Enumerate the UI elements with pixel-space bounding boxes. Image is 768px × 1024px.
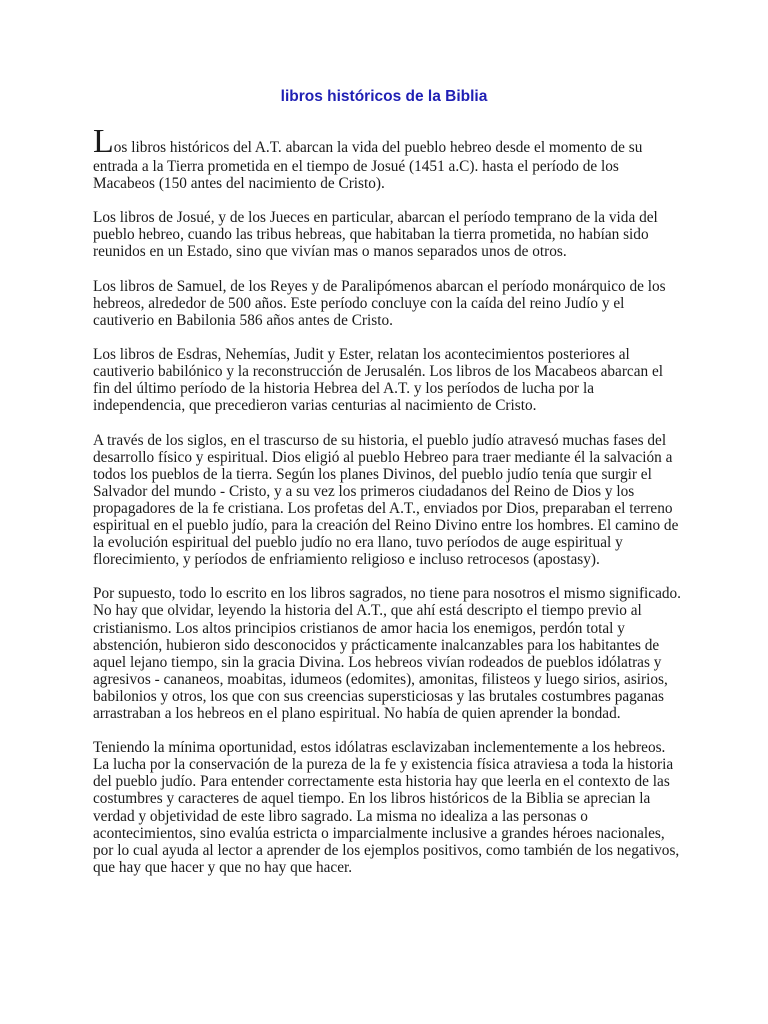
paragraph-significado: Por supuesto, todo lo escrito en los libros sagrados, no tiene para nosotros el mismo significado. No hay que olvidar, leyendo la historia del A.T., que ahí está descripto el tiempo previo al cristianismo. Los altos principios cristianos de amor hacia los enemigos, perdón total y abstención, hubieron sido desconocidos y prácticamente inalcanzables para los habitantes de aquel lejano tiempo, sin la gracia Divina. Los hebreos vivían rodeados de pueblos idólatras y agresivos - cananeos, moabitas, idumeos (edomites), amonitas, filisteos y luego sirios, asirios, babilonios y otros, los que con sus creencias supersticiosas y las brutales costumbres paganas arrastraban a los hebreos en el plano espiritual. No había de quien aprender la bondad. (93, 585, 681, 722)
paragraph-esdras-macabeos: Los libros de Esdras, Nehemías, Judit y Ester, relatan los acontecimientos posteriores al cautiverio babilónico y la reconstrucción de Jerusalén. Los libros de los Macabeos abarcan el fin del último período de la historia Hebrea del A.T. y los períodos de lucha por la independencia, que precedieron varias centurias al nacimiento de Cristo. (93, 346, 664, 415)
intro-paragraph (93, 123, 683, 193)
intro-first-line (93, 123, 683, 160)
paragraph-josue-jueces: Los libros de Josué, y de los Jueces en particular, abarcan el período temprano de la vida del pueblo hebreo, cuando las tribus hebreas, que habitaban la tierra prometida, no habían sido reunidos en un Estado, sino que vivían mas o manos separados unos de otros. (93, 209, 658, 261)
intro-paragraph-text: entrada a la Tierra prometida en el tiempo de Josué (1451 a.C). hasta el período de los Macabeos (150 antes del nacimiento de Cristo). (93, 158, 619, 193)
intro-first-line-text: os libros históricos del A.T. abarcan la vida del pueblo hebreo desde el momento de su (113, 139, 643, 156)
drop-cap: L (93, 123, 114, 160)
paragraph-samuel-reyes: Los libros de Samuel, de los Reyes y de Paralipómenos abarcan el período monárquico de los hebreos, alrededor de 500 años. Este período concluye con la caída del reino Judío y el cautiverio en Babilonia 586 años antes de Cristo. (93, 277, 666, 329)
paragraph-idolatras: Teniendo la mínima oportunidad, estos idólatras esclavizaban inclementemente a los hebreos. La lucha por la conservación de la pureza de la fe y existencia física atraviesa a toda la historia del pueblo judío. Para entender correctamente esta historia hay que leerla en el contexto de las costumbres y caracteres de aquel tiempo. En los libros históricos de la Biblia se aprecian la verdad y objetividad de este libro sagrado. La misma no idealiza a las personas o acontecimientos, sino evalúa estricta o imparcialmente inclusive a grandes héroes nacionales, por lo cual ayuda al lector a aprender de los ejemplos positivos, como también de los negativos, que hay que hacer y que no hay que hacer. (93, 739, 680, 876)
document-body (93, 123, 683, 893)
paragraph-historia-espiritual: A través de los siglos, en el trascurso de su historia, el pueblo judío atravesó muchas fases del desarrollo físico y espiritual. Dios eligió al pueblo Hebreo para traer mediante él la salvación a todos los pueblos de la tierra. Según los planes Divinos, del pueblo judío tenía que surgir el Salvador del mundo - Cristo, y a su vez los primeros ciudadanos del Reino de Dios y los propagadores de la fe cristiana. Los profetas del A.T., enviados por Dios, preparaban el terreno espiritual en el pueblo judío, para la creación del Reino Divino entre los hombres. El camino de la evolución espiritual del pueblo judío no era llano, tuvo períodos de auge espiritual y florecimiento, y períodos de enfriamiento religioso e incluso retrocesos (apostasy). (93, 431, 679, 569)
page-title: libros históricos de la Biblia (280, 88, 488, 105)
